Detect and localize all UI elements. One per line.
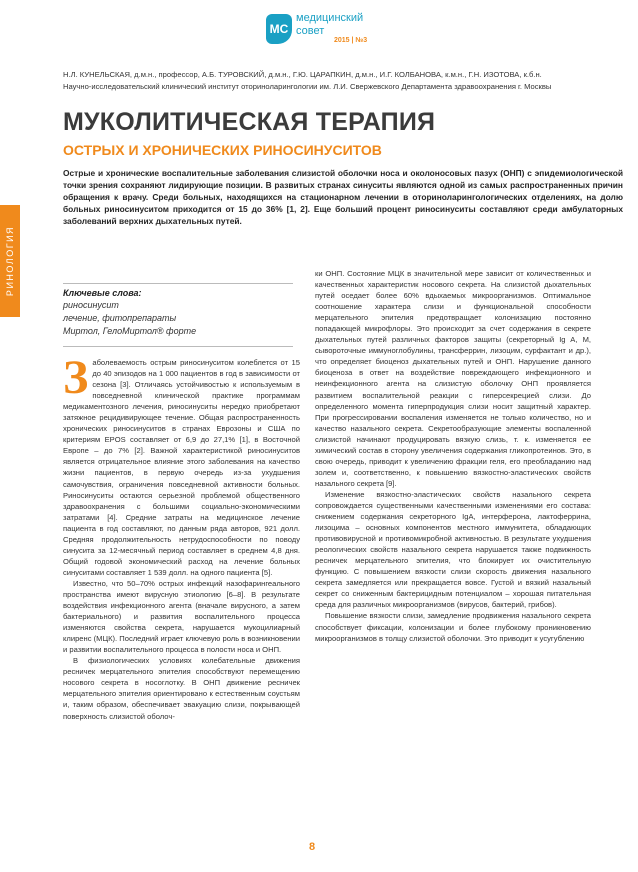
body-paragraph: Изменение вязкостно-эластических свойств назального секрета сопровождается существенными качественными изменениями его состава: снижением содержания секреторного IgA, интерферона, лактоферрина, лизоцима – основных компонентов местного иммунитета, обладающих противовирусной и противомикробной активностью. В результате ухудшения реологических свойств назального секрета нарушается также подвижность ресничек мерцательного эпителия, что блокирует их очистительную функцию. С повышением вязкости слизи скорость движения назального секрета замедляется или прекращается вовсе. Густой и вязкий назальный секрет со сниженным бактерицидным потенциалом – хорошая питательная среда для различных микроорганизмов (вирусов, бактерий, грибов). (315, 489, 591, 610)
logo-badge: МС (266, 14, 292, 44)
affiliation-line: Научно-исследовательский клинический институт оториноларингологии им. Л.И. Свержевского Департамента здравоохранения г. Москвы (63, 82, 552, 91)
authors-line: Н.Л. КУНЕЛЬСКАЯ, д.м.н., профессор, А.Б. ТУРОВСКИЙ, д.м.н., Г.Ю. ЦАРАПКИН, д.м.н., И.Г. КОЛБАНОВА, к.м.н., Г.Н. ИЗОТОВА, к.б.н. (63, 70, 542, 79)
section-tab (0, 205, 20, 317)
journal-name-line1: медицинский (296, 12, 364, 24)
body-paragraph (63, 351, 300, 578)
keyword-item: риносинусит (63, 300, 119, 310)
keywords-title: Ключевые слова: (63, 288, 142, 298)
keyword-item: лечение, фитопрепараты (63, 313, 177, 323)
drop-cap: З (63, 351, 89, 404)
keywords-box (63, 283, 293, 347)
keyword-item: Миртол, ГелоМиртол® форте (63, 326, 197, 336)
body-paragraph: В физиологических условиях колебательные движения ресничек мерцательного эпителия способствуют перемещению носового секрета в носоглотку. В ОНП движение ресничек мерцательного эпителия ориентировано к естественным соустьям и, таким образом, обеспечивает эвакуацию слизи, покрывающей поверхность слизистой оболоч- (63, 656, 300, 721)
section-label: РИНОЛОГИЯ (5, 225, 15, 297)
article-abstract: Острые и хронические воспалительные заболевания слизистой оболочки носа и околоносовых пазух (ОНП) с эпидемиологической точки зрения сохраняют лидирующие позиции. В развитых странах синуситы являются одной из самых распространенных причин обращения к врачу. Среди больных, находящихся на стационарном лечении в оториноларингологических отделениях, на долю больных риносинуситом приходится от 15 до 36% [1, 2]. Еще больший процент риносинуситы составляют среди амбулаторных заболеваний верхних дыхательных путей. (63, 168, 623, 226)
article-title: МУКОЛИТИЧЕСКАЯ ТЕРАПИЯ (63, 108, 436, 136)
body-paragraph: ки ОНП. Состояние МЦК в значительной мере зависит от количественных и качественных характеристик носового секрета. На слизистой дыхательных путей оседает более 60% вдыхаемых микроорганизмов. Оптимальное соотношение характера слизи и функциональной способности мерцательного эпителия предотвращает колонизацию постоянно попадающей микрофлоры. Это происходит за счет содержания в секрете дыхательных путей различных факторов защиты (секреторный Ig A, M, сывороточные иммуноглобулины, трансферрин, лизоцим, сурфактант и др.), что определяет биоценоз дыхательных путей и ОНП. Нарушение данного биоценоза в ответ на воздействие повреждающего инфекционного и неинфекционного агента на слизистую оболочку ОНП проявляется развитием воспалительной реакции с гиперсекрецией слизи. До определенного момента гиперпродукция слизи носит защитный характер. При прогрессировании воспаления изменяется не только количество, но и качество назального секрета. Секретообразующие элементы воспаленной слизистой начинают продуцировать вязкую слизь, т. к. изменяется ее химический состав в сторону увеличения содержания гликопротеинов. Это, в свою очередь, приводит к увеличению фракции геля, его преобладанию над золем и, соответственно, к повышению вязкостно-эластических свойств назального секрета [9]. (315, 269, 591, 488)
right-column (315, 268, 591, 644)
body-paragraph: Известно, что 50–70% острых инфекций назофарингеального пространства имеют вирусную этиологию [6–8]. В результате воздействия инфекционного агента (вначале вирусного, а затем бактериального) и развития воспалительного процесса изменяются свойства секрета, нарушается мукоцилиарный клиренс (МЦК). Последний играет ключевую роль в возникновении и развитии воспалительного процесса в полости носа и ОНП. (63, 578, 300, 655)
paragraph-text: аболеваемость острым риносинуситом колеблется от 15 до 40 эпизодов на 1 000 пациентов в год в зависимости от сезона [3]. Отличаясь устойчивостью к используемым в повседневной клинической практике программам медикаментозного лечения, риносинуситы нередко приобретают затяжное рецидивирующее течение. Общая распространенность хронических риносинуситов в странах Еврозоны и США по критериям EPOS составляет от 6,9 до 27,1% [1], в Восточной Европе – до 7% [2]. Важной характеристикой риносинуситов является отрицательное влияние этого заболевания на качество жизни пациентов, в первую очередь из-за ухудшения самочувствия, ограничения повседневной активности больных. Риносинуситы остаются серьезной проблемой общественного здравоохранения с большими социально-экономическими затратами [4]. Средние затраты на медицинское лечение пациента в год составляют, по данным ряда авторов, 921 долл. Средняя продолжительность нетрудоспособности по поводу синусита за 12-месячный период составляет в среднем 4,8 дня. Общий годовой экономический расход на лечение больных синуситами составляет 1 539 долл. на одного пациента [5]. (63, 358, 300, 577)
journal-name-line2: совет (296, 25, 325, 37)
authors-block (63, 69, 623, 93)
article-subtitle: ОСТРЫХ И ХРОНИЧЕСКИХ РИНОСИНУСИТОВ (63, 142, 382, 158)
journal-logo (266, 6, 386, 48)
page-number: 8 (309, 841, 316, 853)
body-paragraph: Повышение вязкости слизи, замедление продвижения назального секрета способствует фиксации, колонизации и более глубокому проникновению микроорганизмов в толщу слизистой оболочки. Это приводит к усугублению (315, 611, 591, 643)
journal-issue: 2015 | №3 (334, 37, 368, 44)
section-sidebar (0, 0, 20, 872)
left-column (63, 351, 300, 722)
